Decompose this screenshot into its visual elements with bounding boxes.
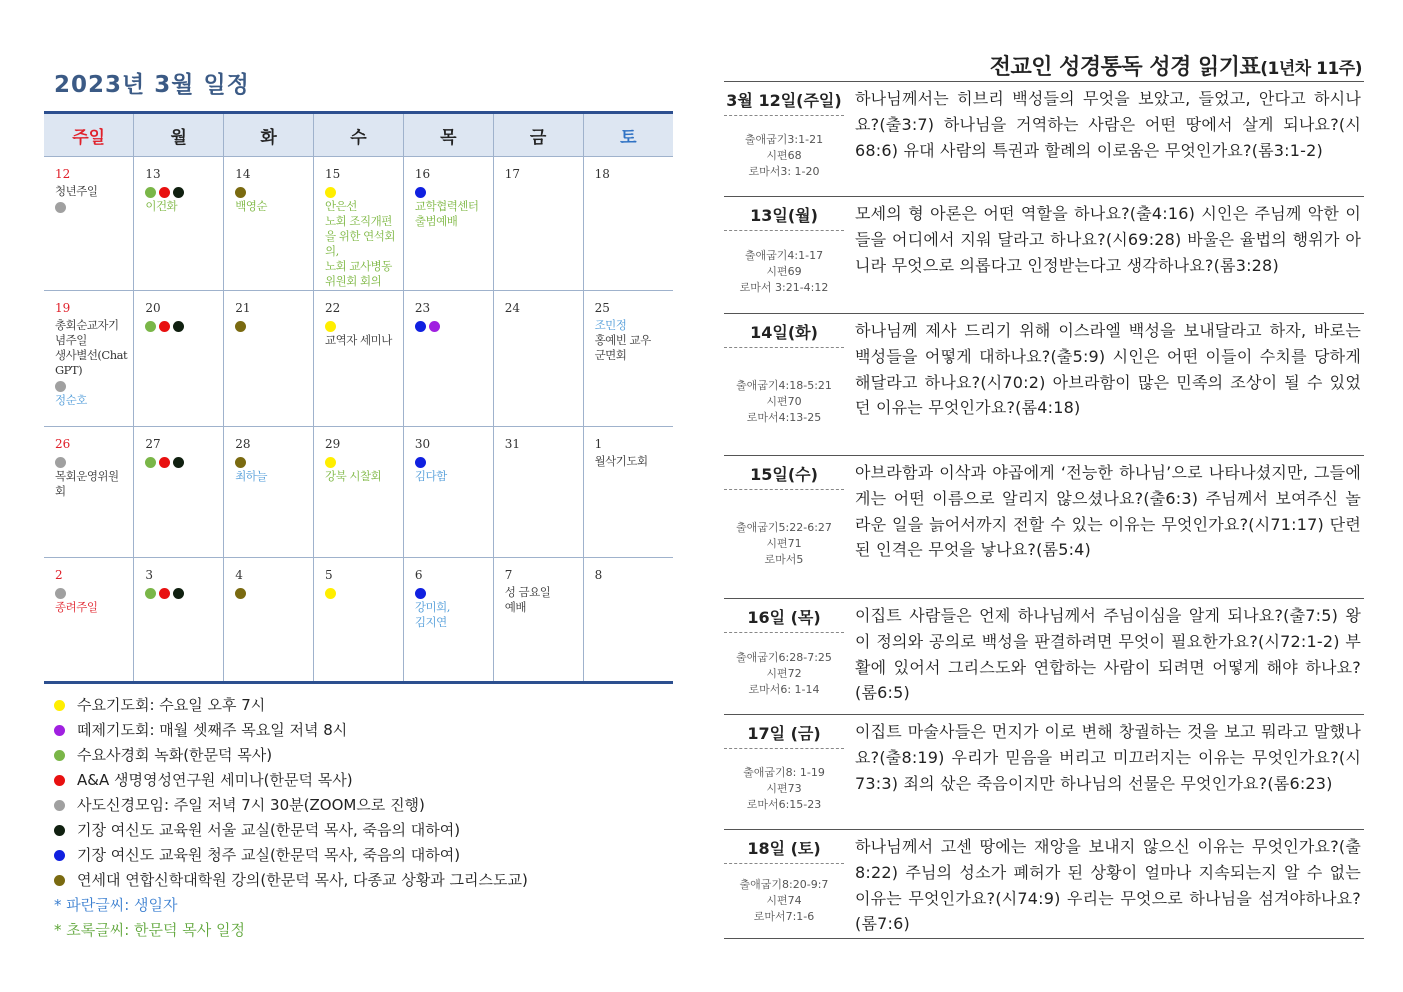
reading-bottom-rule xyxy=(724,938,1364,939)
reading-refs xyxy=(724,650,844,698)
event-dot-purple xyxy=(429,321,440,332)
day-number: 22 xyxy=(325,301,341,315)
calendar-day-cell xyxy=(314,427,404,558)
event-dot-black xyxy=(173,187,184,198)
event-dots xyxy=(55,454,127,469)
reading-ref: 로마서3: 1-20 xyxy=(748,165,820,178)
legend-text: 기장 여신도 교육원 서울 교실(한문덕 목사, 죽음의 대하여) xyxy=(77,821,461,839)
legend-text: 수요기도회: 수요일 오후 7시 xyxy=(77,696,266,714)
event-dot-red xyxy=(159,187,170,198)
event-dots xyxy=(415,585,487,600)
calendar-event: 노회 교사병동위원회 회의 xyxy=(325,259,392,288)
reading-day-divider xyxy=(724,489,844,490)
calendar-day-cell xyxy=(493,427,583,558)
legend-item xyxy=(54,768,528,793)
calendar-event: 조민정 xyxy=(594,318,627,332)
day-number: 29 xyxy=(325,437,341,451)
reading-ref: 출애굽기3:1-21 xyxy=(744,133,824,146)
reading-refs xyxy=(724,877,844,925)
reading-day-divider xyxy=(724,230,844,231)
legend-item xyxy=(54,693,528,718)
day-number: 17 xyxy=(504,167,520,181)
reading-title-suffix: (1년차 11주) xyxy=(1260,59,1362,79)
day-number: 25 xyxy=(594,301,610,315)
event-dot-olive xyxy=(235,588,246,599)
calendar-day-cell xyxy=(44,558,134,683)
calendar-event: 정순호 xyxy=(55,393,87,407)
reading-title-text: 전교인 성경통독 성경 읽기표 xyxy=(989,55,1261,80)
day-number: 2 xyxy=(55,568,63,582)
reading-day: 14일(화) xyxy=(750,323,818,342)
event-dot-olive xyxy=(235,457,246,468)
legend-text: 수요사경회 녹화(한문덕 목사) xyxy=(77,746,273,764)
day-number: 28 xyxy=(235,437,251,451)
event-dots xyxy=(235,318,307,333)
event-dot-blue xyxy=(415,321,426,332)
reading-ref: 시편73 xyxy=(766,782,802,795)
legend-dot-purple xyxy=(54,725,65,736)
day-number: 16 xyxy=(414,167,431,181)
calendar-day-cell xyxy=(224,157,314,291)
event-dot-olive xyxy=(235,321,246,332)
event-dot-green xyxy=(145,457,156,468)
calendar-event: 교역자 세미나 xyxy=(325,333,392,347)
day-number: 24 xyxy=(504,301,520,315)
calendar-day-cell xyxy=(583,427,673,558)
reading-questions: 하나님께 제사 드리기 위해 이스라엘 백성을 보내달라고 하자, 바로는 백성들을 어떻게 대하나요?(출5:9) 시인은 어떤 이들이 수치를 당하게 해달라고 하나요?(시70:2) 아브라함이 많은 민족의 조상이 될 수 있었던 이유는 무엇인가요?(롬4:18) xyxy=(855,321,1361,418)
legend-dot-black xyxy=(54,825,65,836)
legend-dot-olive xyxy=(54,875,65,886)
event-dots xyxy=(55,585,127,600)
calendar-day-cell xyxy=(134,558,224,683)
calendar-event: 강북 시찰회 xyxy=(325,469,382,483)
calendar-event: 군면회 xyxy=(594,348,627,362)
reading-questions: 하나님께서 고센 땅에는 재앙을 보내지 않으신 이유는 무엇인가요?(출8:22) 주님의 성소가 폐허가 된 상황이 얼마나 지속되는지 알 수 없는 이유는 무엇인가요?(시74:9) 우리는 무엇으로 하나님을 섬겨야하나요?(롬7:6) xyxy=(855,837,1361,934)
reading-ref: 시편74 xyxy=(766,894,802,907)
calendar-event: 총회순교자기념주일 xyxy=(55,318,119,347)
legend-note: * 초록글씨: 한문덕 목사 일정 xyxy=(54,921,246,939)
legend-text: 사도신경모임: 주일 저녁 7시 30분(ZOOM으로 진행) xyxy=(77,796,425,814)
reading-day: 17일 (금) xyxy=(747,724,821,743)
day-number: 5 xyxy=(325,568,333,582)
reading-ref: 로마서 3:21-4:12 xyxy=(739,281,829,294)
reading-refs xyxy=(724,248,844,296)
weekday-header: 월 xyxy=(134,113,224,157)
reading-entry xyxy=(724,196,1364,314)
reading-refs xyxy=(724,520,844,568)
reading-day: 18일 (토) xyxy=(747,839,821,858)
day-number: 13 xyxy=(145,167,161,181)
reading-ref: 시편68 xyxy=(766,149,802,162)
calendar-event: 김다함 xyxy=(414,469,447,483)
event-dots xyxy=(415,318,487,333)
reading-ref: 출애굽기4:1-17 xyxy=(744,249,824,262)
calendar-event: 예배 xyxy=(504,600,526,614)
calendar-event: 노회 조직개편을 위한 연석회의, xyxy=(325,214,395,258)
event-dot-gray xyxy=(55,457,66,468)
event-dot-blue xyxy=(415,187,426,198)
calendar-day-cell xyxy=(134,291,224,427)
calendar-legend xyxy=(54,693,528,943)
calendar-event: 교학협력센터 출범예배 xyxy=(414,199,479,228)
calendar-day-cell xyxy=(583,558,673,683)
calendar-day-cell xyxy=(583,291,673,427)
calendar-event: 목회운영위원회 xyxy=(55,469,119,498)
event-dots xyxy=(415,184,487,199)
reading-entry xyxy=(724,598,1364,715)
reading-day-divider xyxy=(724,632,844,633)
event-dot-black xyxy=(173,588,184,599)
reading-day: 13일(월) xyxy=(750,206,818,225)
reading-ref: 시편69 xyxy=(766,265,802,278)
reading-entry xyxy=(724,455,1364,599)
calendar-week-row xyxy=(44,291,673,427)
reading-questions: 하나님께서는 히브리 백성들의 무엇을 보았고, 들었고, 안다고 하시나요?(출3:7) 하나님을 거역하는 사람은 어떤 땅에서 살게 되나요?(시68:6) 유대 사람의 특권과 할례의 이로움은 무엇인가요?(롬3:1-2) xyxy=(855,89,1361,160)
calendar-body xyxy=(44,157,673,683)
calendar-event: 백영순 xyxy=(235,199,268,213)
calendar-event: 홍예빈 교우 xyxy=(594,333,651,347)
calendar-event: 생사별선(Chat GPT) xyxy=(55,348,128,377)
event-dot-green xyxy=(145,187,156,198)
calendar-day-cell xyxy=(314,291,404,427)
reading-questions: 모세의 형 아론은 어떤 역할을 하나요?(출4:16) 시인은 주님께 악한 이들을 어디에서 지워 달라고 하나요?(시69:28) 바울은 율법의 행위가 아니라 무엇으로 의롭다고 인정받는다고 생각하나요?(롬3:28) xyxy=(855,204,1361,275)
calendar-day-cell xyxy=(44,427,134,558)
weekday-header-row xyxy=(44,113,673,157)
event-dot-gray xyxy=(55,381,66,392)
calendar-week-row xyxy=(44,427,673,558)
day-number: 23 xyxy=(414,301,431,315)
day-number: 12 xyxy=(55,167,71,181)
reading-ref: 로마서4:13-25 xyxy=(746,411,822,424)
calendar-day-cell xyxy=(403,157,493,291)
event-dot-black xyxy=(173,321,184,332)
reading-day: 3월 12일(주일) xyxy=(726,91,842,110)
reading-entry xyxy=(724,81,1364,197)
reading-ref: 출애굽기8: 1-19 xyxy=(743,766,825,779)
calendar-day-cell xyxy=(493,157,583,291)
reading-day: 16일 (목) xyxy=(747,608,821,627)
calendar-event: 월삭기도회 xyxy=(594,454,648,468)
calendar-day-cell xyxy=(314,558,404,683)
reading-ref: 출애굽기5:22-6:27 xyxy=(736,521,832,534)
event-dots xyxy=(235,454,307,469)
reading-entry xyxy=(724,313,1364,456)
event-dot-green xyxy=(145,321,156,332)
event-dot-gray xyxy=(55,202,66,213)
legend-item xyxy=(54,818,528,843)
event-dots xyxy=(55,199,127,214)
calendar-table xyxy=(44,111,673,684)
reading-ref: 시편72 xyxy=(766,667,802,680)
reading-day-divider xyxy=(724,748,844,749)
event-dot-olive xyxy=(235,187,246,198)
day-number: 30 xyxy=(414,437,431,451)
event-dots xyxy=(145,318,217,333)
day-number: 15 xyxy=(325,167,341,181)
event-dots xyxy=(325,454,397,469)
weekday-header: 수 xyxy=(314,113,404,157)
event-dots xyxy=(145,184,217,199)
calendar-day-cell xyxy=(44,157,134,291)
reading-plan-title xyxy=(990,50,1362,81)
legend-dot-green xyxy=(54,750,65,761)
reading-ref: 로마서6: 1-14 xyxy=(748,683,820,696)
reading-ref: 출애굽기8:20-9:7 xyxy=(739,878,829,891)
calendar-day-cell xyxy=(403,291,493,427)
legend-dot-blue xyxy=(54,850,65,861)
calendar-day-cell xyxy=(493,558,583,683)
legend-item xyxy=(54,843,528,868)
day-number: 20 xyxy=(145,301,161,315)
reading-questions: 이집트 마술사들은 먼지가 이로 변해 창궐하는 것을 보고 뭐라고 말했나요?(출8:19) 우리가 믿음을 버리고 미끄러지는 이유는 무엇인가요?(시73:3) 죄의 삯은 죽음이지만 하나님의 선물은 무엇인가요?(롬6:23) xyxy=(855,722,1361,793)
day-number: 8 xyxy=(594,568,603,582)
calendar-event: 성 금요일 xyxy=(504,585,551,599)
reading-ref: 출애굽기4:18-5:21 xyxy=(736,379,832,392)
day-number: 19 xyxy=(55,301,71,315)
event-dot-blue xyxy=(415,457,426,468)
event-dots xyxy=(145,585,217,600)
reading-ref: 시편71 xyxy=(766,537,802,550)
event-dots xyxy=(145,454,217,469)
weekday-header: 토 xyxy=(583,113,673,157)
event-dot-yellow xyxy=(325,321,336,332)
day-number: 21 xyxy=(235,301,251,315)
reading-refs xyxy=(724,132,844,180)
calendar-day-cell xyxy=(224,291,314,427)
event-dot-yellow xyxy=(325,588,336,599)
event-dots xyxy=(325,585,397,600)
weekday-header: 금 xyxy=(493,113,583,157)
day-number: 4 xyxy=(235,568,243,582)
reading-entry xyxy=(724,714,1364,830)
calendar-event: 청년주일 xyxy=(55,184,98,198)
day-number: 1 xyxy=(594,437,603,451)
legend-dot-yellow xyxy=(54,700,65,711)
day-number: 7 xyxy=(504,568,513,582)
reading-refs xyxy=(724,765,844,813)
event-dot-yellow xyxy=(325,457,336,468)
event-dot-blue xyxy=(415,588,426,599)
event-dot-black xyxy=(173,457,184,468)
legend-dot-gray xyxy=(54,800,65,811)
event-dots xyxy=(325,184,397,199)
reading-ref: 로마서7:1-6 xyxy=(753,910,815,923)
legend-text: 기장 여신도 교육원 청주 교실(한문덕 목사, 죽음의 대하여) xyxy=(77,846,461,864)
event-dot-gray xyxy=(55,588,66,599)
day-number: 27 xyxy=(145,437,161,451)
reading-questions: 아브라함과 이삭과 야곱에게 ‘전능한 하나님’으로 나타나셨지만, 그들에게는 어떤 이름으로 알리지 않으셨나요?(출6:3) 주님께서 보여주신 놀라운 일을 늙어서까지 전할 수 있는 이유는 무엇인가요?(시71:17) 단련된 인격은 무엇을 낳나요?(롬5:4) xyxy=(855,463,1361,560)
legend-text: A&A 생명영성연구원 세미나(한문덕 목사) xyxy=(77,771,353,789)
event-dot-green xyxy=(145,588,156,599)
event-dots xyxy=(55,378,127,393)
calendar-event: 최하늘 xyxy=(235,469,268,483)
calendar-day-cell xyxy=(134,427,224,558)
calendar-day-cell xyxy=(134,157,224,291)
calendar-day-cell xyxy=(493,291,583,427)
event-dot-yellow xyxy=(325,187,336,198)
reading-day-divider xyxy=(724,115,844,116)
event-dot-red xyxy=(159,321,170,332)
legend-item xyxy=(54,868,528,893)
reading-day: 15일(수) xyxy=(750,465,818,484)
calendar-day-cell xyxy=(224,427,314,558)
reading-ref: 로마서6:15-23 xyxy=(746,798,822,811)
legend-item xyxy=(54,743,528,768)
calendar-event: 강미희, xyxy=(414,600,450,614)
calendar-day-cell xyxy=(583,157,673,291)
legend-item xyxy=(54,793,528,818)
reading-refs xyxy=(724,378,844,426)
legend-text: 연세대 연합신학대학원 강의(한문덕 목사, 다종교 상황과 그리스도교) xyxy=(77,871,528,889)
calendar-event: 안은선 xyxy=(325,199,357,213)
reading-ref: 시편70 xyxy=(766,395,802,408)
day-number: 18 xyxy=(594,167,610,181)
reading-day-divider xyxy=(724,347,844,348)
day-number: 3 xyxy=(145,568,153,582)
day-number: 6 xyxy=(414,568,423,582)
reading-entry xyxy=(724,829,1364,939)
weekday-header: 주일 xyxy=(44,113,134,157)
event-dots xyxy=(235,184,307,199)
event-dot-red xyxy=(159,457,170,468)
legend-text: 떼제기도회: 매월 셋째주 목요일 저녁 8시 xyxy=(77,721,348,739)
calendar-event: 이건화 xyxy=(145,199,178,213)
legend-note: * 파란글씨: 생일자 xyxy=(54,896,178,914)
day-number: 14 xyxy=(235,167,251,181)
calendar-title: 2023년 3월 일정 xyxy=(54,72,250,98)
day-number: 26 xyxy=(55,437,71,451)
calendar-day-cell xyxy=(44,291,134,427)
calendar-event: 김지연 xyxy=(414,615,447,629)
weekday-header: 화 xyxy=(224,113,314,157)
calendar-week-row xyxy=(44,558,673,683)
calendar-day-cell xyxy=(403,558,493,683)
calendar-day-cell xyxy=(314,157,404,291)
calendar-day-cell xyxy=(224,558,314,683)
reading-questions: 이집트 사람들은 언제 하나님께서 주님이심을 알게 되나요?(출7:5) 왕이 정의와 공의로 백성을 판결하려면 무엇이 필요한가요?(시72:1-2) 부활에 있어서 그리스도와 연합하는 사람이 되려면 어떻게 해야 하나요?(롬6:5) xyxy=(855,606,1361,703)
reading-day-divider xyxy=(724,863,844,864)
reading-ref: 로마서5 xyxy=(764,553,804,566)
calendar-event: 종려주일 xyxy=(55,600,98,614)
day-number: 31 xyxy=(504,437,520,451)
calendar-day-cell xyxy=(403,427,493,558)
reading-ref: 출애굽기6:28-7:25 xyxy=(736,651,832,664)
legend-item xyxy=(54,718,528,743)
weekday-header: 목 xyxy=(403,113,493,157)
event-dots xyxy=(415,454,487,469)
legend-dot-red xyxy=(54,775,65,786)
event-dots xyxy=(325,318,397,333)
calendar-week-row xyxy=(44,157,673,291)
event-dot-red xyxy=(159,588,170,599)
event-dots xyxy=(235,585,307,600)
